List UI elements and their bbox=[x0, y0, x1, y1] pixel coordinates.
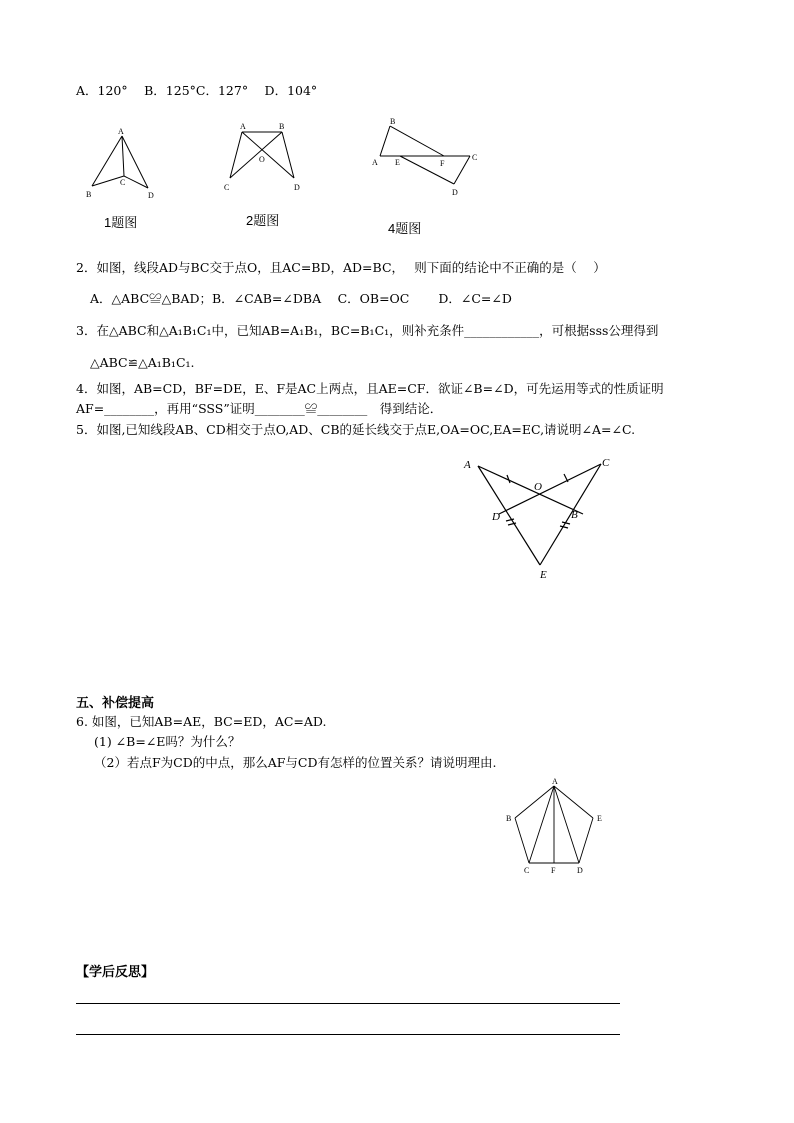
fig5-label-e: E bbox=[540, 569, 547, 581]
reflection-title: 【学后反思】 bbox=[76, 965, 155, 980]
fig5-label-c: C bbox=[602, 457, 610, 469]
fig6-label-a: A bbox=[552, 777, 558, 786]
fig5-label-a: A bbox=[464, 459, 471, 471]
q3-line-2: △ABC≌△A₁B₁C₁. bbox=[90, 355, 195, 370]
fig5-label-b: B bbox=[571, 509, 578, 521]
figure-2-caption: 2题图 bbox=[246, 213, 280, 228]
fig1-label-a: A bbox=[118, 127, 124, 136]
fig4-label-e: E bbox=[395, 158, 400, 167]
q2-options: A．△ABC≌△BAD；B．∠CAB=∠DBA C．OB=OC D．∠C=∠D bbox=[90, 291, 512, 306]
fig6-label-e: E bbox=[597, 814, 602, 823]
q1-options: A．120° B．125°C．127° D．104° bbox=[76, 83, 318, 98]
fig2-label-b: B bbox=[279, 122, 285, 131]
figure-4-caption: 4题图 bbox=[388, 221, 422, 236]
q6-part-1: (1) ∠B=∠E吗？为什么？ bbox=[94, 734, 241, 749]
reflection-answer-line-1[interactable] bbox=[76, 1003, 620, 1004]
figure-5-diagram bbox=[458, 452, 618, 582]
fig6-label-f: F bbox=[551, 866, 556, 875]
fig5-label-d: D bbox=[492, 511, 500, 523]
q6-part-2: （2）若点F为CD的中点，那么AF与CD有怎样的位置关系？请说明理由. bbox=[94, 755, 497, 770]
fig4-label-a: A bbox=[372, 158, 378, 167]
fig6-label-d: D bbox=[577, 866, 583, 875]
fig2-label-d: D bbox=[294, 183, 300, 192]
fig4-label-d: D bbox=[452, 188, 458, 197]
figure-6-diagram bbox=[498, 776, 612, 876]
figure-1-caption: 1题图 bbox=[104, 215, 138, 230]
q5-stem: 5．如图,已知线段AB、CD相交于点O,AD、CB的延长线交于点E,OA=OC,EA=EC,请说明∠A=∠C. bbox=[76, 422, 636, 437]
figure-2-diagram bbox=[222, 118, 308, 198]
q4-line-1: 4．如图，AB=CD，BF=DE，E、F是AC上两点，且AE=CF．欲证∠B=∠D，可先运用等式的性质证明 bbox=[76, 381, 664, 396]
q4-line-2: AF=________，再用“SSS”证明________≌________ 得到结论． bbox=[76, 401, 443, 416]
section-5-title: 五、补偿提高 bbox=[76, 696, 155, 711]
fig5-label-o: O bbox=[534, 481, 542, 493]
q6-stem: 6. 如图，已知AB=AE，BC=ED，AC=AD. bbox=[76, 714, 327, 729]
figure-1-diagram bbox=[84, 124, 160, 204]
fig1-label-d: D bbox=[148, 191, 154, 200]
q3-line-1: 3．在△ABC和△A₁B₁C₁中，已知AB=A₁B₁，BC=B₁C₁，则补充条件____________，可根据sss公理得到 bbox=[76, 323, 659, 338]
q2-stem: 2．如图，线段AD与BC交于点O，且AC=BD，AD=BC， 则下面的结论中不正确的是（ ） bbox=[76, 260, 606, 275]
figure-4-diagram bbox=[368, 114, 484, 204]
fig4-label-f: F bbox=[440, 159, 445, 168]
fig1-label-b: B bbox=[86, 190, 92, 199]
fig2-label-a: A bbox=[240, 122, 246, 131]
fig4-label-b: B bbox=[390, 117, 396, 126]
reflection-answer-line-2[interactable] bbox=[76, 1034, 620, 1035]
fig2-label-c: C bbox=[224, 183, 230, 192]
fig6-label-b: B bbox=[506, 814, 512, 823]
fig1-label-c: C bbox=[120, 178, 126, 187]
fig6-label-c: C bbox=[524, 866, 530, 875]
fig4-label-c: C bbox=[472, 153, 478, 162]
fig2-label-o: O bbox=[259, 155, 265, 164]
